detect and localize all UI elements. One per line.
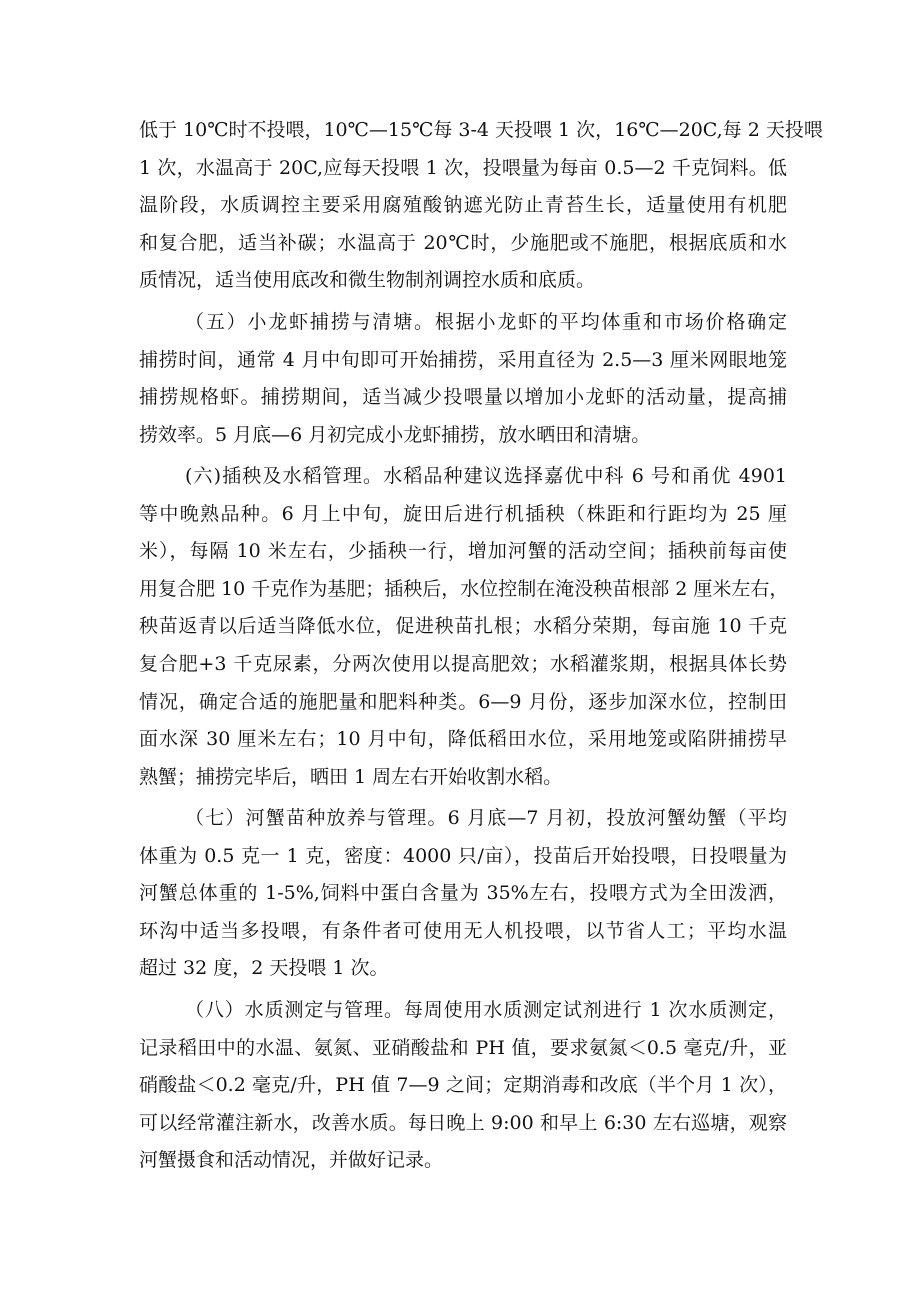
text-line: 环沟中适当多投喂，有条件者可使用无人机投喂，以节省人工；平均水温: [139, 919, 787, 942]
text-line: （七）河蟹苗种放养与管理。6 月底—7 月初，投放河蟹幼蟹（平均: [185, 807, 787, 829]
text-line: 米），每隔 10 米左右，少插秧一行，增加河蟹的活动空间；插秧前每亩使: [139, 540, 787, 563]
text-line: 1 次，水温高于 20C,应每天投喂 1 次，投喂量为每亩 0.5—2 千克饲料。低: [139, 156, 787, 179]
text-line: 等中晚熟品种。6 月上中旬，旋田后进行机插秧（株距和行距均为 25 厘: [139, 502, 787, 525]
text-line: 硝酸盐＜0.2 毫克/升，PH 值 7—9 之间；定期消毒和改底（半个月 1 次），: [139, 1074, 787, 1097]
text-line: 和复合肥，适当补碳；水温高于 20℃时，少施肥或不施肥，根据底质和水: [139, 231, 787, 254]
text-line: 低于 10℃时不投喂，10℃—15℃每 3-4 天投喂 1 次，16℃—20C,每 2 天投喂: [139, 119, 823, 141]
paragraph-water-quality: [139, 992, 787, 1180]
text-line: 复合肥+3 千克尿素，分两次使用以提高肥效；水稻灌浆期，根据具体长势: [139, 652, 787, 675]
paragraph-rice: [139, 458, 787, 796]
paragraph-crayfish: [139, 304, 787, 454]
text-line: 秧苗返青以后适当降低水位，促进秧苗扎根；水稻分荣期，每亩施 10 千克: [139, 615, 787, 638]
text-line: 捕捞时间，通常 4 月中旬即可开始捕捞，采用直径为 2.5—3 厘米网眼地笼: [139, 348, 787, 371]
text-line: 情况，确定合适的施肥量和肥料种类。6—9 月份，逐步加深水位，控制田: [139, 690, 787, 713]
text-line: (六)插秧及水稻管理。水稻品种建议选择嘉优中科 6 号和甬优 4901: [185, 465, 787, 487]
paragraph-feeding: [139, 112, 823, 300]
text-line: 捕捞规格虾。捕捞期间，适当减少投喂量以增加小龙虾的活动量，提高捕: [139, 386, 787, 409]
text-line: （八）水质测定与管理。每周使用水质测定试剂进行 1 次水质测定，: [185, 999, 787, 1021]
text-line: 河蟹总体重的 1-5%,饲料中蛋白含量为 35%左右，投喂方式为全田泼洒，: [139, 882, 787, 905]
text-line: 可以经常灌注新水，改善水质。每日晚上 9:00 和早上 6:30 左右巡塘，观察: [139, 1111, 787, 1134]
text-line: （五）小龙虾捕捞与清塘。根据小龙虾的平均体重和市场价格确定: [185, 311, 787, 333]
text-line: 温阶段，水质调控主要采用腐殖酸钠遮光防止青苔生长，适量使用有机肥: [139, 194, 787, 217]
text-line: 记录稻田中的水温、氨氮、亚硝酸盐和 PH 值，要求氨氮＜0.5 毫克/升，亚: [139, 1036, 787, 1059]
text-line: 体重为 0.5 克一 1 克，密度：4000 只/亩），投苗后开始投喂，日投喂量为: [139, 844, 787, 867]
text-line: 熟蟹；捕捞完毕后，晒田 1 周左右开始收割水稻。: [139, 765, 563, 788]
text-line: 用复合肥 10 千克作为基肥；插秧后，水位控制在淹没秧苗根部 2 厘米左右，: [139, 577, 789, 600]
text-line: 河蟹摄食和活动情况，并做好记录。: [139, 1149, 444, 1172]
paragraph-crab: [139, 800, 787, 988]
text-line: 超过 32 度，2 天投喂 1 次。: [139, 957, 389, 980]
text-line: 面水深 30 厘米左右；10 月中旬，降低稻田水位，采用地笼或陷阱捕捞早: [139, 728, 787, 751]
text-line: 捞效率。5 月底—6 月初完成小龙虾捕捞，放水晒田和清塘。: [139, 423, 651, 446]
text-line: 质情况，适当使用底改和微生物制剂调控水质和底质。: [139, 269, 596, 292]
